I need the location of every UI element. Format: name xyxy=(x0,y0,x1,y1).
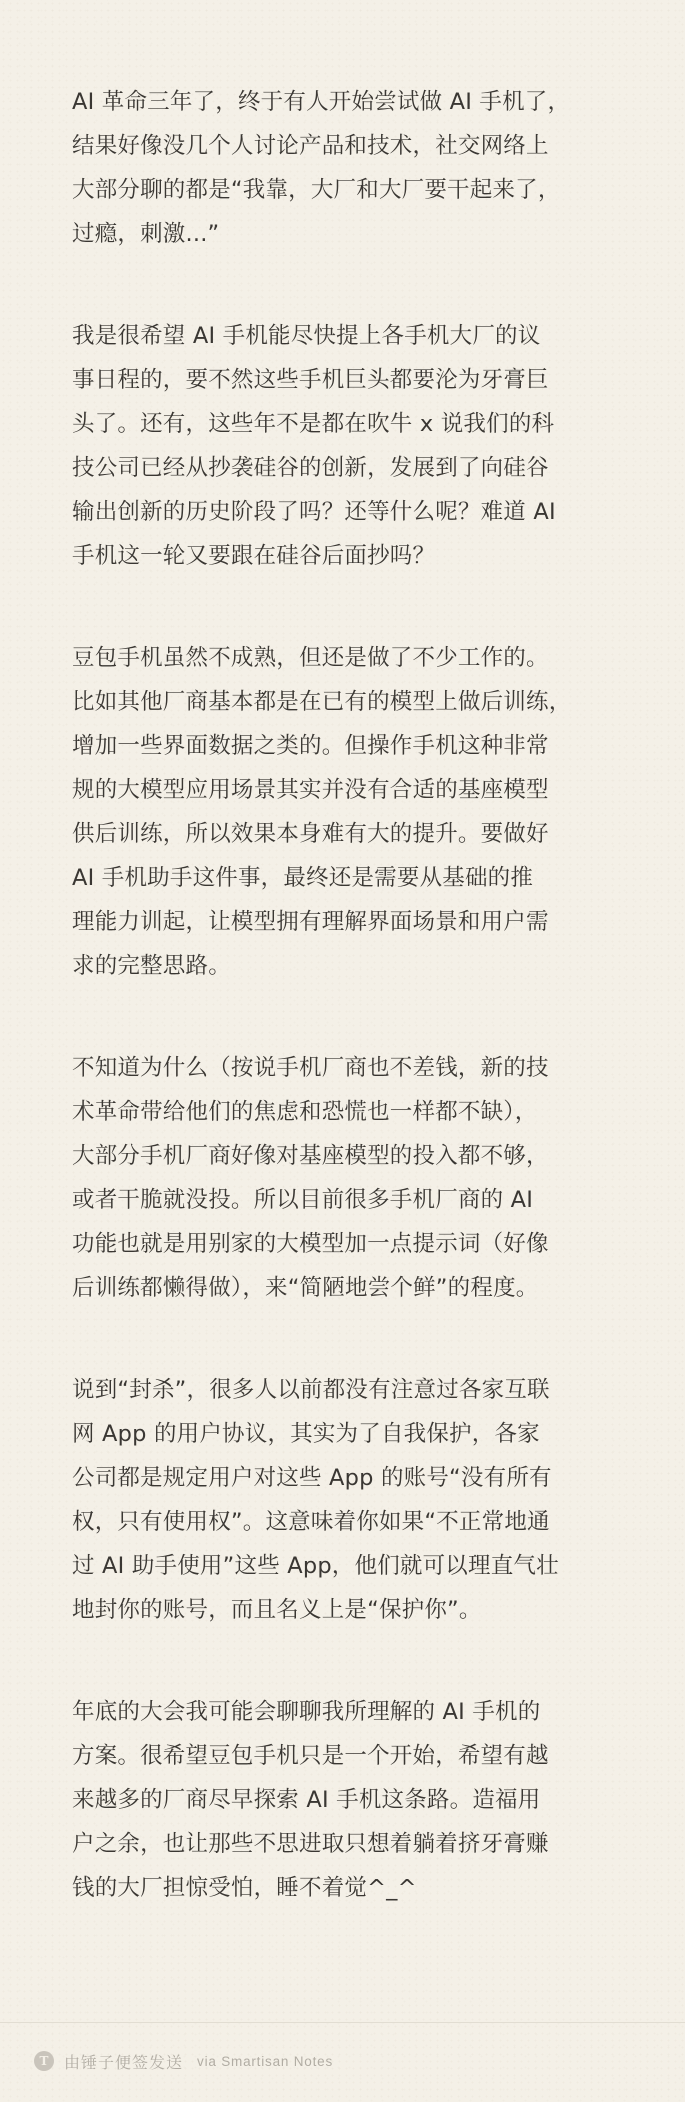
paragraph-2 xyxy=(72,314,617,578)
text-line: 方案。很希望豆包手机只是一个开始，希望有越 xyxy=(72,1743,549,1769)
text-line: 网 App 的用户协议，其实为了自我保护，各家 xyxy=(72,1421,540,1447)
text-line: AI 手机助手这件事，最终还是需要从基础的推 xyxy=(72,865,534,891)
text-line: 手机这一轮又要跟在硅谷后面抄吗？ xyxy=(72,543,436,569)
footer-sent-via-cn: 由锤子便签发送 xyxy=(64,2052,184,2072)
paragraph-5 xyxy=(72,1368,617,1632)
text-line: 规的大模型应用场景其实并没有合适的基座模型 xyxy=(72,777,549,803)
text-line: 过 AI 助手使用”这些 App，他们就可以理直气壮 xyxy=(72,1553,559,1579)
text-line: 功能也就是用别家的大模型加一点提示词（好像 xyxy=(72,1231,549,1257)
text-line: 输出创新的历史阶段了吗？还等什么呢？难道 AI xyxy=(72,499,556,525)
paragraph-3 xyxy=(72,636,617,988)
text-line: 术革命带给他们的焦虑和恐慌也一样都不缺）， xyxy=(72,1099,538,1125)
text-line: 年底的大会我可能会聊聊我所理解的 AI 手机的 xyxy=(72,1699,541,1725)
text-line: 不知道为什么（按说手机厂商也不差钱，新的技 xyxy=(72,1055,549,1081)
text-line: 结果好像没几个人讨论产品和技术，社交网络上 xyxy=(72,133,549,159)
text-line: 求的完整思路。 xyxy=(72,953,231,979)
text-line: 技公司已经从抄袭硅谷的创新，发展到了向硅谷 xyxy=(72,455,549,481)
text-line: 钱的大厂担惊受怕，睡不着觉^_^ xyxy=(72,1875,417,1901)
text-line: 地封你的账号，而且名义上是“保护你”。 xyxy=(72,1597,482,1623)
text-line: 头了。还有，这些年不是都在吹牛 x 说我们的科 xyxy=(72,411,555,437)
footer-signature xyxy=(34,2048,333,2074)
text-line: 增加一些界面数据之类的。但操作手机这种非常 xyxy=(72,733,549,759)
text-line: 说到“封杀”，很多人以前都没有注意过各家互联 xyxy=(72,1377,550,1403)
text-line: 理能力训起，让模型拥有理解界面场景和用户需 xyxy=(72,909,549,935)
text-line: 大部分手机厂商好像对基座模型的投入都不够， xyxy=(72,1143,549,1169)
text-line: 公司都是规定用户对这些 App 的账号“没有所有 xyxy=(72,1465,552,1491)
paragraph-4 xyxy=(72,1046,617,1310)
text-line: AI 革命三年了，终于有人开始尝试做 AI 手机了， xyxy=(72,89,571,115)
text-line: 来越多的厂商尽早探索 AI 手机这条路。造福用 xyxy=(72,1787,541,1813)
paragraph-1 xyxy=(72,80,617,256)
text-line: 供后训练，所以效果本身难有大的提升。要做好 xyxy=(72,821,549,847)
paragraph-6 xyxy=(72,1690,617,1910)
text-line: 后训练都懒得做），来“简陋地尝个鲜”的程度。 xyxy=(72,1275,539,1301)
footer-divider xyxy=(0,2022,685,2023)
text-line: 事日程的，要不然这些手机巨头都要沦为牙膏巨 xyxy=(72,367,549,393)
text-line: 户之余，也让那些不思进取只想着躺着挤牙膏赚 xyxy=(72,1831,549,1857)
text-line: 大部分聊的都是“我靠，大厂和大厂要干起来了， xyxy=(72,177,561,203)
smartisan-t-icon: T xyxy=(34,2051,54,2071)
text-line: 权，只有使用权”。这意味着你如果“不正常地通 xyxy=(72,1509,550,1535)
note-body xyxy=(72,80,617,1968)
text-line: 比如其他厂商基本都是在已有的模型上做后训练， xyxy=(72,689,572,715)
text-line: 豆包手机虽然不成熟，但还是做了不少工作的。 xyxy=(72,645,549,671)
text-line: 或者干脆就没投。所以目前很多手机厂商的 AI xyxy=(72,1187,534,1213)
text-line: 我是很希望 AI 手机能尽快提上各手机大厂的议 xyxy=(72,323,541,349)
text-line: 过瘾，刺激...” xyxy=(72,221,220,247)
footer-sent-via-en: via Smartisan Notes xyxy=(197,2053,334,2069)
